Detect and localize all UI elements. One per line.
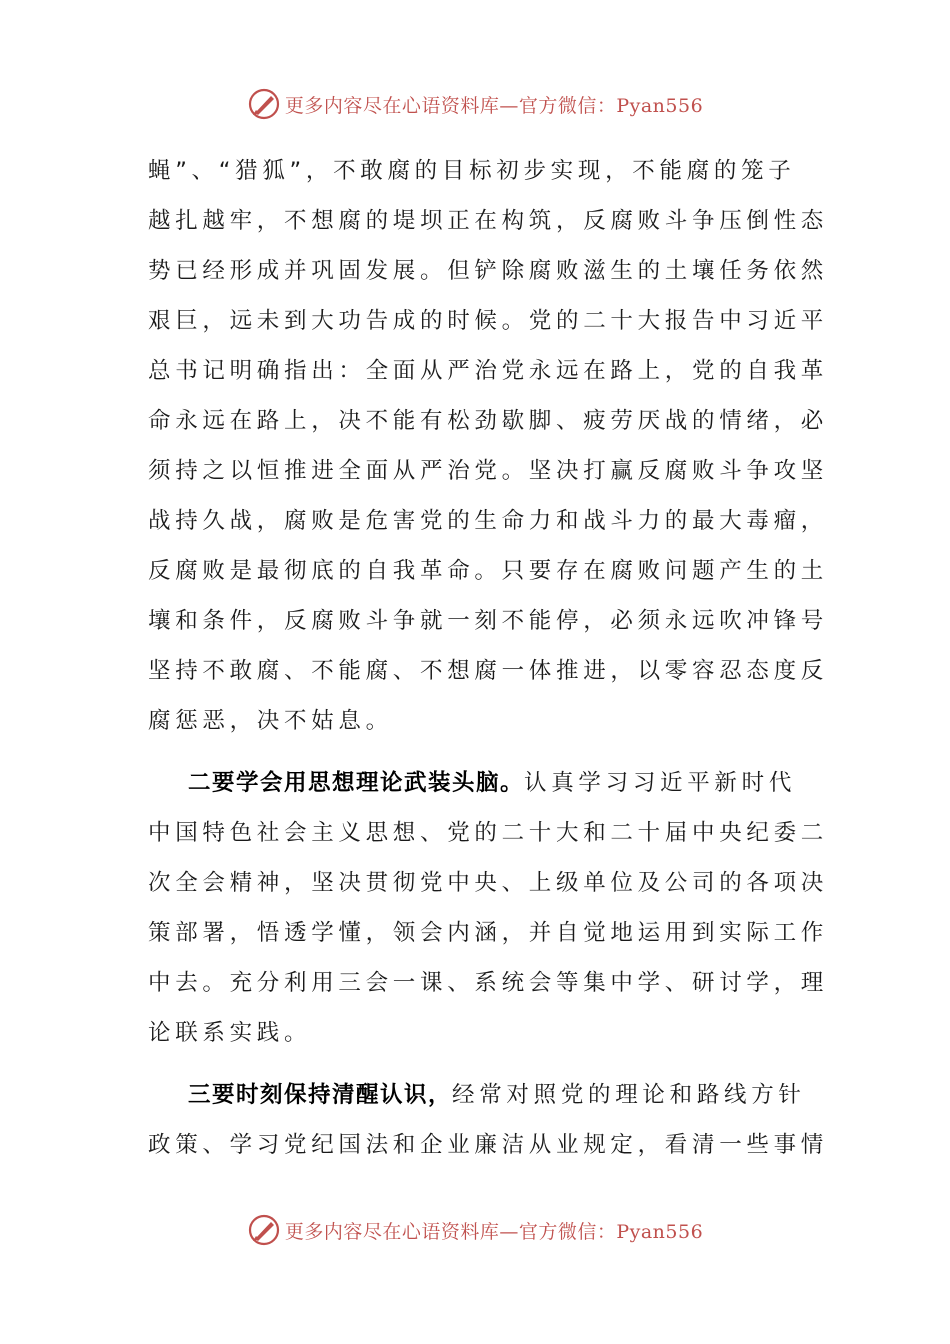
text-line: 论联系实践。 [148, 1020, 312, 1046]
text-line [148, 1070, 808, 1120]
header-watermark-text: 更多内容尽在心语资料库—官方微信：Pyan556 [284, 94, 704, 117]
text-line: 次全会精神，坚决贯彻党中央、上级单位及公司的各项决 [148, 870, 829, 896]
footer-watermark-text: 更多内容尽在心语资料库—官方微信：Pyan556 [284, 1220, 704, 1243]
paragraph-1 [148, 146, 829, 746]
text-line: 策部署，悟透学懂，领会内涵，并自觉地运用到实际工作 [148, 920, 829, 946]
text-line: 须持之以恒推进全面从严治党。坚决打赢反腐败斗争攻坚 [148, 458, 829, 484]
text-line: 势已经形成并巩固发展。但铲除腐败滋生的土壤任务依然 [148, 258, 829, 284]
text-line: 中国特色社会主义思想、党的二十大和二十届中央纪委二 [148, 820, 829, 846]
text-line: 坚持不敢腐、不能腐、不想腐一体推进，以零容忍态度反 [148, 658, 829, 684]
text-line: 总书记明确指出：全面从严治党永远在路上，党的自我革 [148, 358, 829, 384]
header-watermark [0, 84, 950, 124]
footer-watermark [0, 1210, 950, 1250]
pen-logo-icon [247, 87, 281, 121]
lead-continuation: 经常对照党的理论和路线方针 [452, 1082, 806, 1108]
pen-logo-icon [247, 1213, 281, 1247]
text-line: 中去。充分利用三会一课、系统会等集中学、研讨学，理 [148, 970, 829, 996]
paragraph-3 [148, 1070, 829, 1170]
text-line: 蝇”、“猎狐”，不敢腐的目标初步实现，不能腐的笼子 [148, 158, 796, 184]
text-line: 越扎越牢，不想腐的堤坝正在构筑，反腐败斗争压倒性态 [148, 208, 829, 234]
text-line: 艰巨，远未到大功告成的时候。党的二十大报告中习近平 [148, 308, 829, 334]
text-line: 壤和条件，反腐败斗争就一刻不能停，必须永远吹冲锋号 [148, 608, 829, 634]
text-line: 腐惩恶，决不姑息。 [148, 708, 393, 734]
paragraph-2 [148, 758, 829, 1058]
text-line: 政策、学习党纪国法和企业廉洁从业规定，看清一些事情 [148, 1132, 829, 1158]
paragraph-lead: 二要学会用思想理论武装头脑。 [188, 770, 525, 796]
document-body [148, 146, 829, 1182]
paragraph-lead: 三要时刻保持清醒认识， [188, 1082, 453, 1108]
text-line: 战持久战，腐败是危害党的生命力和战斗力的最大毒瘤， [148, 508, 829, 534]
lead-continuation: 认真学习习近平新时代 [524, 770, 797, 796]
text-line [148, 758, 808, 808]
text-line: 命永远在路上，决不能有松劲歇脚、疲劳厌战的情绪，必 [148, 408, 829, 434]
text-line: 反腐败是最彻底的自我革命。只要存在腐败问题产生的土 [148, 558, 829, 584]
